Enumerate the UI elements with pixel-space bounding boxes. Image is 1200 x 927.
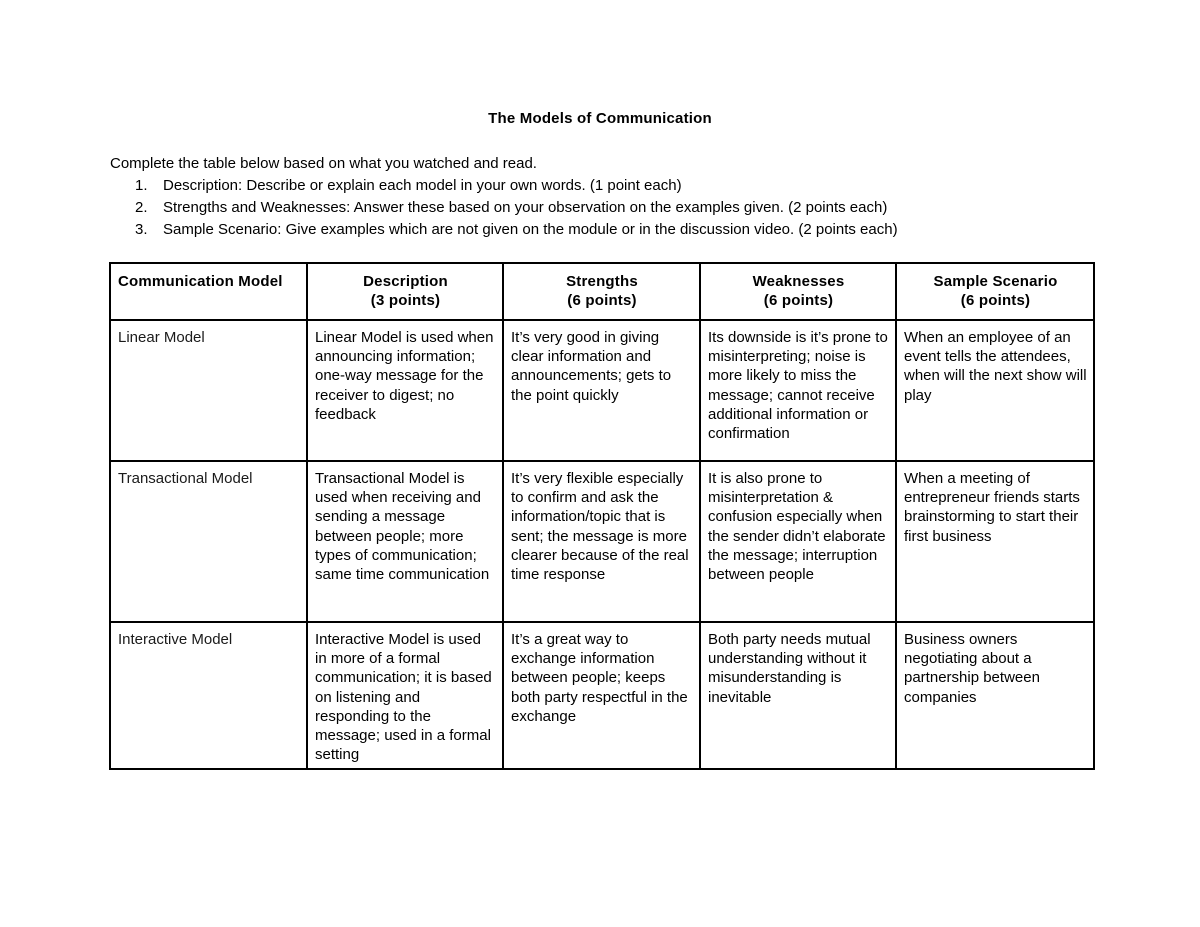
header-points: (6 points) [763,292,834,310]
instruction-list [135,176,898,242]
instruction-item [135,176,898,198]
strengths-cell: It’s a great way to exchange information between people; keeps both party respectful in the exchange [503,622,700,769]
header-sample-scenario [896,263,1094,320]
description-cell: Interactive Model is used in more of a formal communication; it is based on listening and responding to the message; used in a formal setting [307,622,503,769]
header-points: (6 points) [567,292,637,310]
instruction-number: 1. [135,177,148,194]
header-description [307,263,503,320]
header-title: Sample Scenario [933,273,1058,290]
instruction-item [135,220,898,242]
model-name-cell: Linear Model [110,320,307,461]
models-table [109,262,1095,770]
header-title: Weaknesses [752,273,845,290]
model-name-cell: Interactive Model [110,622,307,769]
header-title: Strengths [566,273,638,290]
header-title: Description [363,273,448,290]
header-weaknesses [700,263,896,320]
table-row [110,461,1094,622]
model-name-cell: Transactional Model [110,461,307,622]
document-title: The Models of Communication [488,110,712,127]
scenario-cell: When a meeting of entrepreneur friends starts brainstorming to start their first business [896,461,1094,622]
intro-text: Complete the table below based on what you watched and read. [110,155,537,172]
header-strengths [503,263,700,320]
table-row [110,622,1094,769]
strengths-cell: It’s very good in giving clear information and announcements; gets to the point quickly [503,320,700,461]
header-title: Communication Model [118,273,283,290]
instruction-number: 3. [135,221,148,238]
header-row [110,263,1094,320]
header-points: (6 points) [960,292,1031,310]
scenario-cell: When an employee of an event tells the attendees, when will the next show will play [896,320,1094,461]
instruction-text: Sample Scenario: Give examples which are not given on the module or in the discussion video. (2 points each) [163,221,898,238]
weaknesses-cell: It is also prone to misinterpretation & confusion especially when the sender didn’t elaborate the message; interruption between people [700,461,896,622]
scenario-cell: Business owners negotiating about a partnership between companies [896,622,1094,769]
instruction-number: 2. [135,199,148,216]
description-cell: Linear Model is used when announcing information; one-way message for the receiver to digest; no feedback [307,320,503,461]
weaknesses-cell: Its downside is it’s prone to misinterpreting; noise is more likely to miss the message; cannot receive additional information or confirmation [700,320,896,461]
instruction-item [135,198,898,220]
instruction-text: Description: Describe or explain each model in your own words. (1 point each) [163,177,682,194]
strengths-cell: It’s very flexible especially to confirm and ask the information/topic that is sent; the message is more clearer because of the real time response [503,461,700,622]
instruction-text: Strengths and Weaknesses: Answer these based on your observation on the examples given. (2 points each) [163,199,888,216]
description-cell: Transactional Model is used when receiving and sending a message between people; more types of communication; same time communication [307,461,503,622]
header-points: (3 points) [370,292,441,310]
weaknesses-cell: Both party needs mutual understanding without it misunderstanding is inevitable [700,622,896,769]
table-row [110,320,1094,461]
header-communication-model [110,263,307,320]
